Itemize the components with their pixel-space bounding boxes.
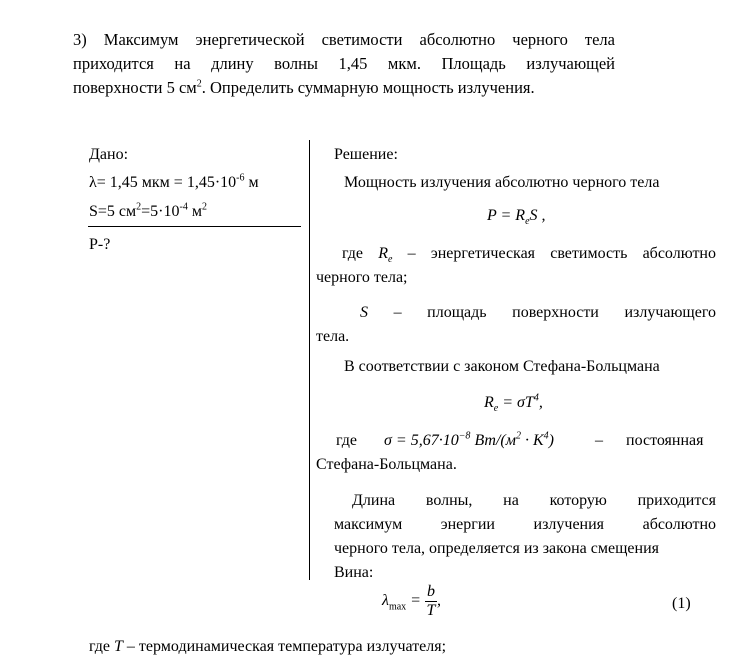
equation-number: (1) [672, 595, 691, 612]
solution-para-2: где $R_e$ – энергетическая светимость абсолютно черного тела; [316, 245, 716, 286]
problem-line-3: поверхности 5 $см^2$. Определить суммарную мощность излучения. [73, 78, 535, 97]
formula-stefan-boltzmann: $R_e = \sigma T^4$, [484, 392, 543, 415]
column-divider [309, 140, 310, 580]
solution-para-5-name: Стефана-Больцмана. [316, 456, 457, 473]
solution-para-4: В соответствии с законом Стефана-Больцмана [344, 358, 660, 375]
formula-wien: $\lambda_{max}$ = $\frac{b}{T}$ , [382, 583, 441, 619]
given-divider [88, 226, 301, 227]
solution-para-5-where: где [336, 432, 358, 449]
given-wavelength: λ= 1,45 мкм = $1,45\cdot 10^{-6}$ м [89, 172, 259, 191]
formula-power: $P = R_eS$ , [487, 207, 546, 228]
solution-para-3: S – площадь поверхности излучающего тела. [316, 304, 716, 345]
formula-sigma: $\sigma = 5,67\cdot 10^{-8}$ $Вт/(м^2 \cdot K^4)$ [384, 430, 554, 449]
solution-para-5-dash: – [595, 432, 603, 449]
solution-title: Решение: [334, 146, 398, 163]
problem-statement [73, 28, 615, 100]
problem-line-1: 3) Максимум энергетической светимости абсолютно черного тела [73, 30, 615, 49]
fraction: $\frac{b}{T}$ [426, 583, 436, 619]
given-title: Дано: [89, 146, 129, 163]
given-find: Р-? [89, 236, 111, 253]
solution-para-6: Длина волны, на которую приходится максимум энергии излучения абсолютно черного тела, определяется из закона смещения Вина: [334, 492, 716, 581]
solution-para-5-const: постоянная [626, 432, 704, 449]
solution-para-1: Мощность излучения абсолютно черного тела [344, 174, 660, 191]
footer-text: где T – термодинамическая температура излучателя; [89, 638, 447, 655]
given-area: S=5 $см^2=5\cdot 10^{-4}$ $м^2$ [89, 201, 207, 220]
problem-line-2: приходится на длину волны 1,45 мкм. Площадь излучающей [73, 54, 615, 73]
